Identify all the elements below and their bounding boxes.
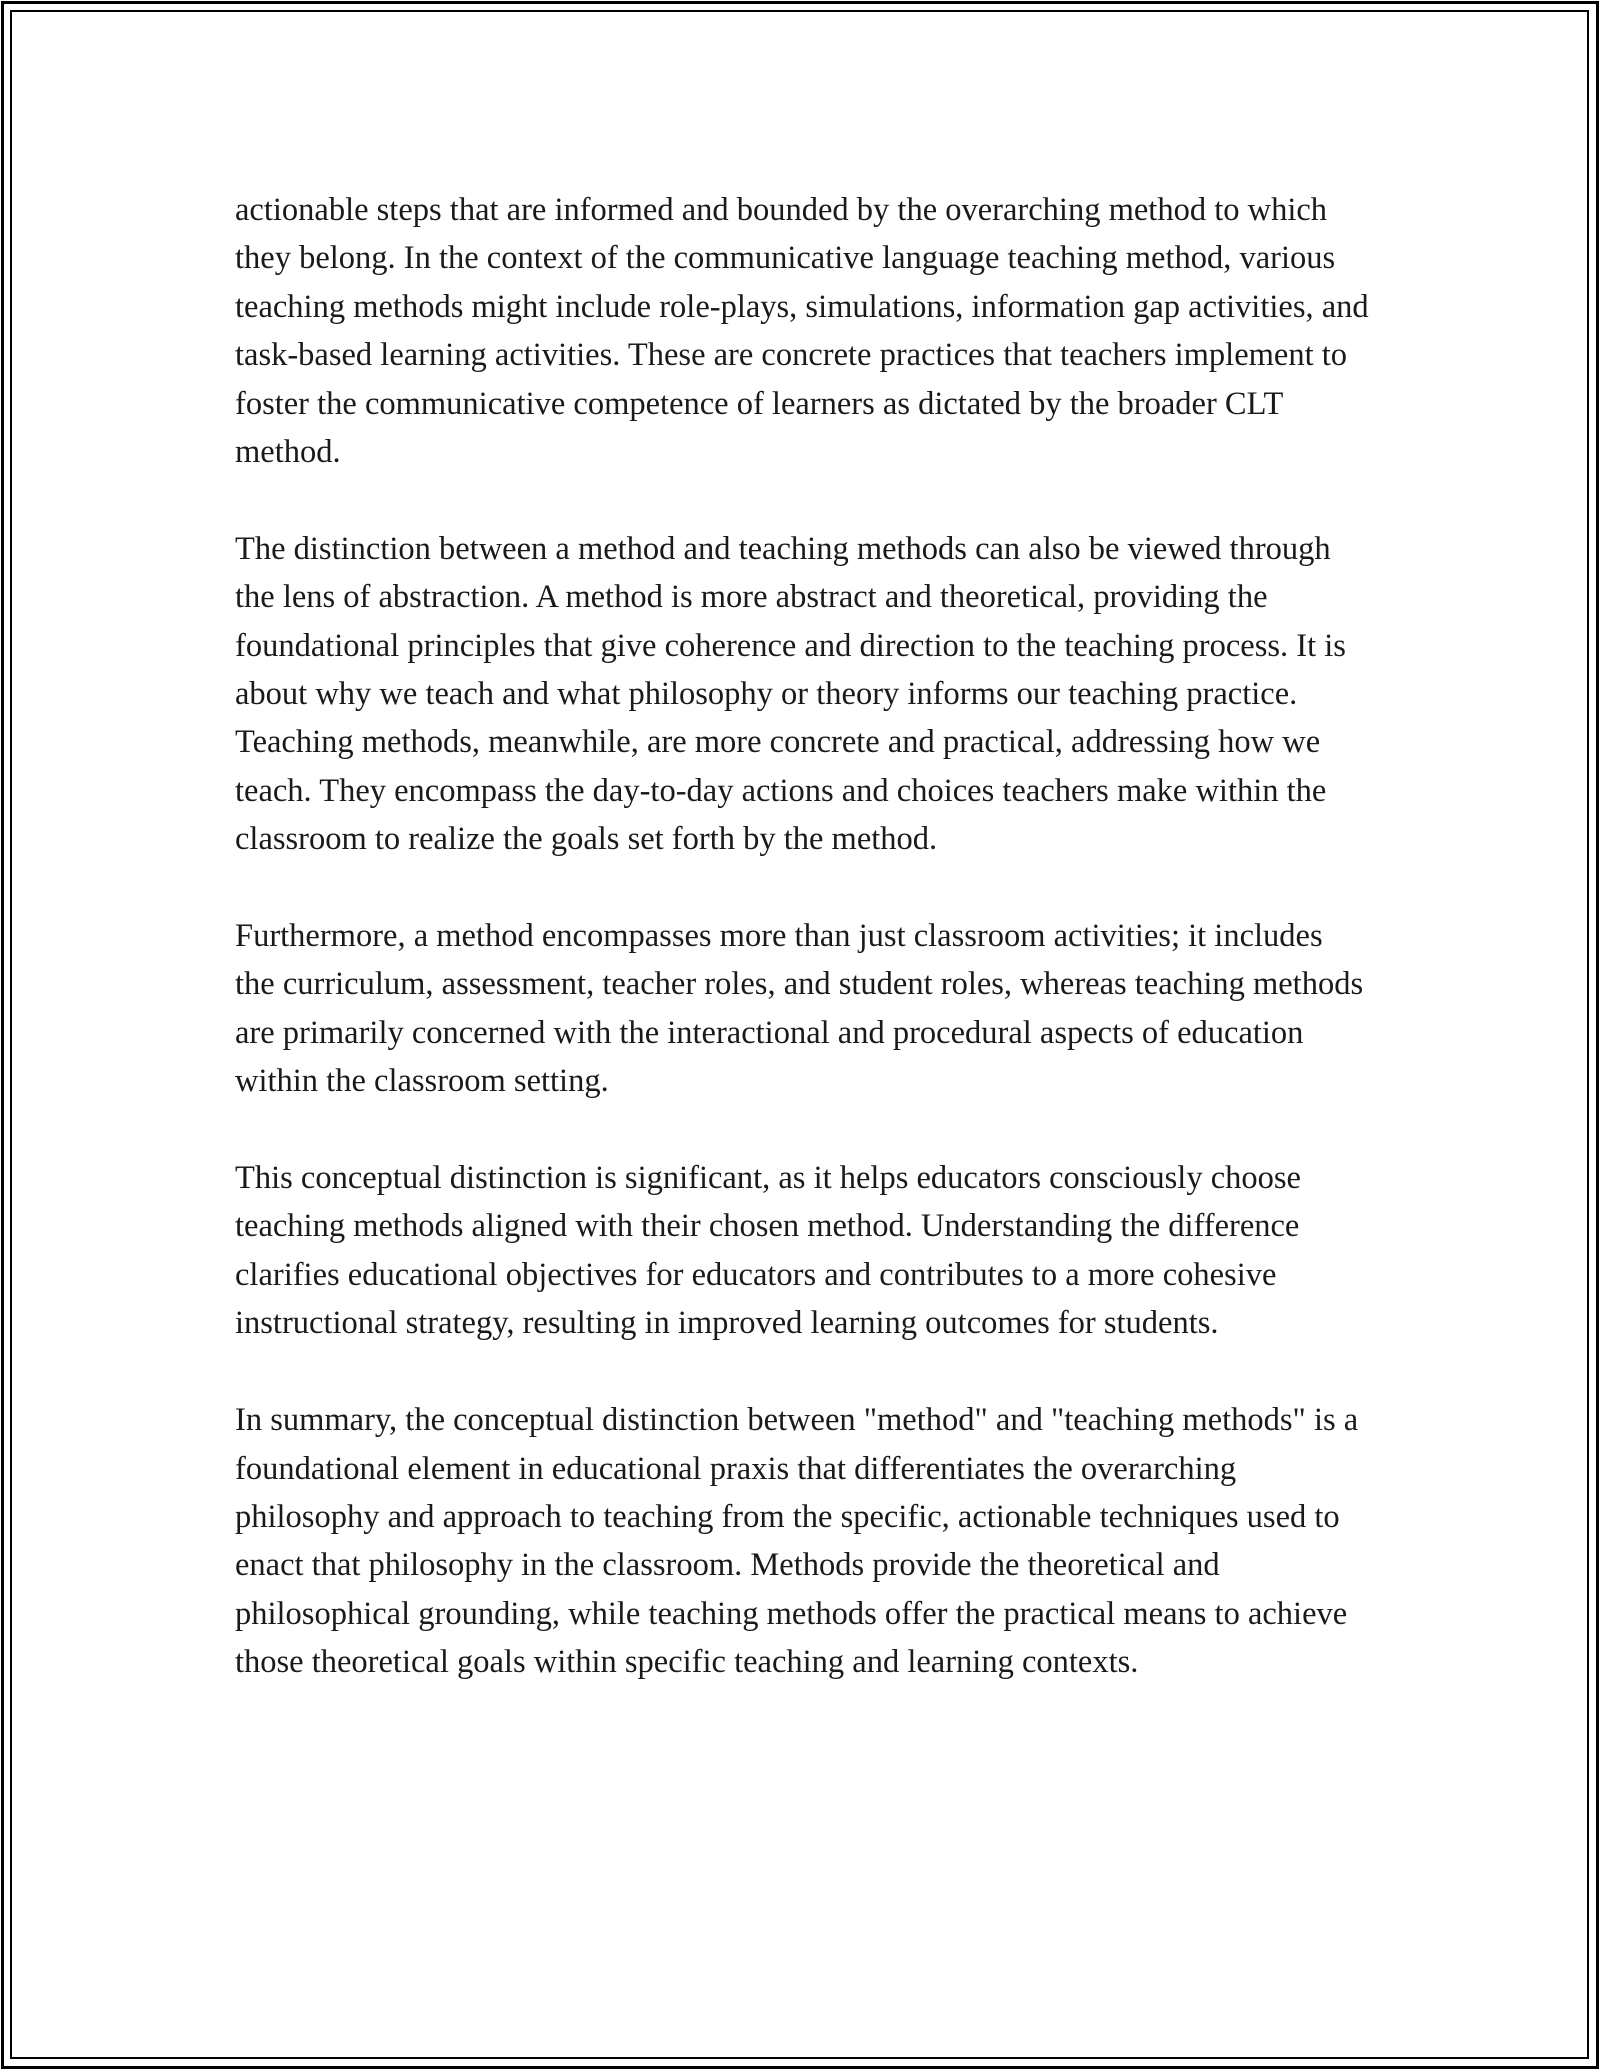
paragraph-abstraction: The distinction between a method and teaching methods can also be viewed through the lens of abstraction. A method is more abstract and theoretical, providing the foundational principles that give coherence and direction to the teaching process. It is about why we teach and what philosophy or theory informs our teaching practice. Teaching methods, meanwhile, are more concrete and practical, addressing how we teach. They encompass the day-to-day actions and choices teachers make within the classroom to realize the goals set forth by the method. bbox=[235, 530, 1346, 858]
document-body bbox=[235, 186, 1370, 1687]
paragraph-summary: In summary, the conceptual distinction between "method" and "teaching methods" is a foundational element in educational praxis that differentiates the overarching philosophy and approach to teaching from the specific, actionable techniques used to enact that philosophy in the classroom. Methods provide the theoretical and philosophical grounding, while teaching methods offer the practical means to achieve those theoretical goals within specific teaching and learning contexts. bbox=[235, 1402, 1359, 1681]
paragraph-scope: Furthermore, a method encompasses more than just classroom activities; it includes the curriculum, assessment, teacher roles, and student roles, whereas teaching methods are primarily concerned with the interactional and procedural aspects of education within the classroom setting. bbox=[235, 918, 1364, 1100]
paragraph-method-examples: actionable steps that are informed and bounded by the overarching method to which they belong. In the context of the communicative language teaching method, various teaching methods might include role-plays, simulations, information gap activities, and task-based learning activities. These are concrete practices that teachers implement to foster the communicative competence of learners as dictated by the broader CLT method. bbox=[235, 192, 1369, 471]
paragraph-significance: This conceptual distinction is significant, as it helps educators consciously choose teaching methods aligned with their chosen method. Understanding the difference clarifies educational objectives for educators and contributes to a more cohesive instructional strategy, resulting in improved learning outcomes for students. bbox=[235, 1160, 1301, 1342]
